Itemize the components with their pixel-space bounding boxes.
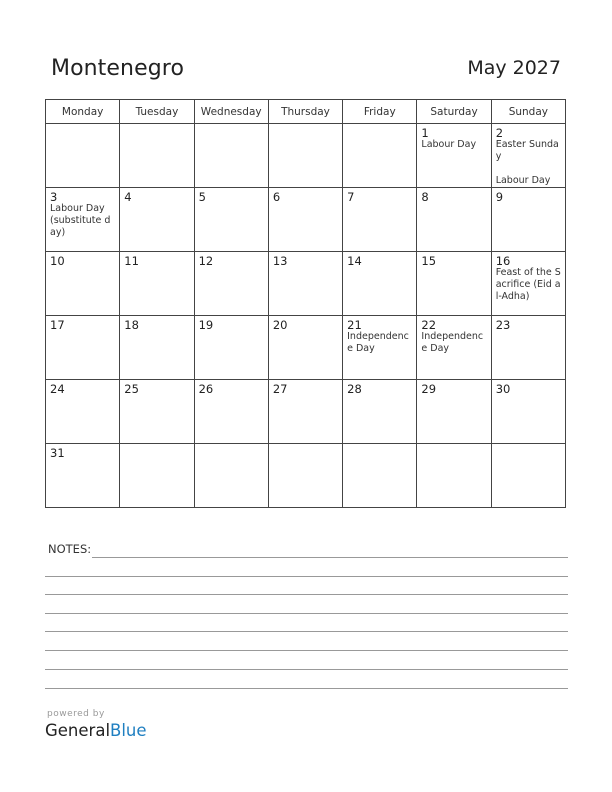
weekday-header: Wednesday [194, 100, 268, 124]
note-line [92, 557, 568, 558]
day-number: 27 [272, 382, 288, 396]
calendar-day-cell [268, 316, 342, 380]
day-number: 23 [495, 318, 511, 332]
calendar-day-cell [120, 252, 194, 316]
calendar-day-cell [417, 124, 491, 188]
calendar-day-cell [46, 444, 120, 508]
day-number: 13 [272, 254, 288, 268]
day-number: 8 [421, 190, 429, 204]
calendar-week-row [46, 124, 566, 188]
note-line [45, 650, 568, 651]
calendar-empty-cell [120, 124, 194, 188]
day-number: 18 [124, 318, 139, 332]
notes-label: NOTES: [48, 542, 92, 556]
calendar-day-cell [120, 316, 194, 380]
calendar-country-title: Montenegro [51, 56, 185, 81]
note-line [45, 613, 568, 614]
calendar-week-row [46, 444, 566, 508]
holiday-label: Feast of the Sacrifice (Eid al-Adha) [495, 267, 561, 302]
day-number: 12 [198, 254, 214, 268]
day-number: 11 [124, 254, 139, 268]
calendar-day-cell [417, 188, 491, 252]
calendar-week-row [46, 316, 566, 380]
calendar-day-cell [46, 252, 120, 316]
day-number: 25 [124, 382, 139, 396]
calendar-day-cell [268, 188, 342, 252]
calendar-empty-cell [46, 124, 120, 188]
day-number: 1 [421, 126, 429, 140]
day-number: 31 [50, 446, 65, 460]
weekday-header: Tuesday [120, 100, 194, 124]
generalblue-logo[interactable] [45, 721, 147, 740]
calendar-empty-cell [194, 124, 268, 188]
day-number: 7 [347, 190, 355, 204]
calendar-day-cell [46, 316, 120, 380]
day-number: 15 [421, 254, 437, 268]
calendar-day-cell [268, 380, 342, 444]
calendar-day-cell [120, 188, 194, 252]
day-number: 19 [198, 318, 214, 332]
holiday-label: Easter Sunday [495, 139, 559, 162]
day-number: 21 [347, 318, 362, 332]
day-number: 3 [50, 190, 58, 204]
calendar-empty-cell [120, 444, 194, 508]
day-number: 6 [272, 190, 281, 204]
holiday-label: Independence Day [421, 331, 484, 354]
calendar-day-cell [491, 316, 565, 380]
day-number: 24 [50, 382, 65, 396]
calendar-empty-cell [268, 124, 342, 188]
day-number: 5 [198, 190, 206, 204]
day-number: 17 [50, 318, 65, 332]
calendar-day-cell [417, 316, 491, 380]
weekday-header-row [46, 100, 566, 124]
weekday-header: Sunday [491, 100, 565, 124]
calendar-day-cell [417, 380, 491, 444]
day-number: 9 [495, 190, 504, 204]
holiday-label: Labour Day [495, 175, 551, 186]
holiday-label: Labour Day (substitute day) [50, 203, 111, 238]
calendar-day-cell [194, 188, 268, 252]
logo-blue: Blue [110, 721, 147, 740]
calendar-day-cell [491, 380, 565, 444]
day-number: 22 [421, 318, 437, 332]
day-number: 16 [495, 254, 511, 268]
holiday-label: Independence Day [347, 331, 409, 354]
calendar-grid [45, 99, 566, 508]
calendar-day-cell [343, 188, 417, 252]
calendar-day-cell [491, 124, 565, 188]
calendar-day-cell [46, 188, 120, 252]
note-line [45, 688, 568, 689]
note-line [45, 594, 568, 595]
calendar-empty-cell [343, 124, 417, 188]
holiday-label: Labour Day [421, 139, 477, 150]
day-number: 2 [495, 126, 504, 140]
day-number: 30 [495, 382, 511, 396]
day-number: 10 [50, 254, 65, 268]
calendar-day-cell [417, 252, 491, 316]
calendar-day-cell [343, 380, 417, 444]
day-number: 28 [347, 382, 362, 396]
calendar-day-cell [194, 380, 268, 444]
calendar-empty-cell [491, 444, 565, 508]
calendar-day-cell [120, 380, 194, 444]
weekday-header: Thursday [268, 100, 342, 124]
calendar-day-cell [343, 316, 417, 380]
day-number: 4 [124, 190, 132, 204]
powered-by-text: powered by [47, 709, 105, 719]
day-number: 29 [421, 382, 437, 396]
note-line [45, 669, 568, 670]
day-number: 20 [272, 318, 288, 332]
calendar-day-cell [491, 188, 565, 252]
calendar-month-title: May 2027 [467, 57, 561, 79]
note-line [45, 576, 568, 577]
calendar-empty-cell [417, 444, 491, 508]
calendar-day-cell [343, 252, 417, 316]
weekday-header: Saturday [417, 100, 491, 124]
calendar-day-cell [46, 380, 120, 444]
calendar-day-cell [194, 252, 268, 316]
calendar-day-cell [194, 316, 268, 380]
day-number: 26 [198, 382, 214, 396]
calendar-empty-cell [194, 444, 268, 508]
weekday-header: Monday [46, 100, 120, 124]
day-number: 14 [347, 254, 362, 268]
calendar-empty-cell [268, 444, 342, 508]
calendar-week-row [46, 380, 566, 444]
weekday-header: Friday [343, 100, 417, 124]
logo-general: General [45, 721, 111, 740]
note-line [45, 631, 568, 632]
calendar-empty-cell [343, 444, 417, 508]
calendar-day-cell [268, 252, 342, 316]
calendar-week-row [46, 188, 566, 252]
calendar-week-row [46, 252, 566, 316]
calendar-day-cell [491, 252, 565, 316]
